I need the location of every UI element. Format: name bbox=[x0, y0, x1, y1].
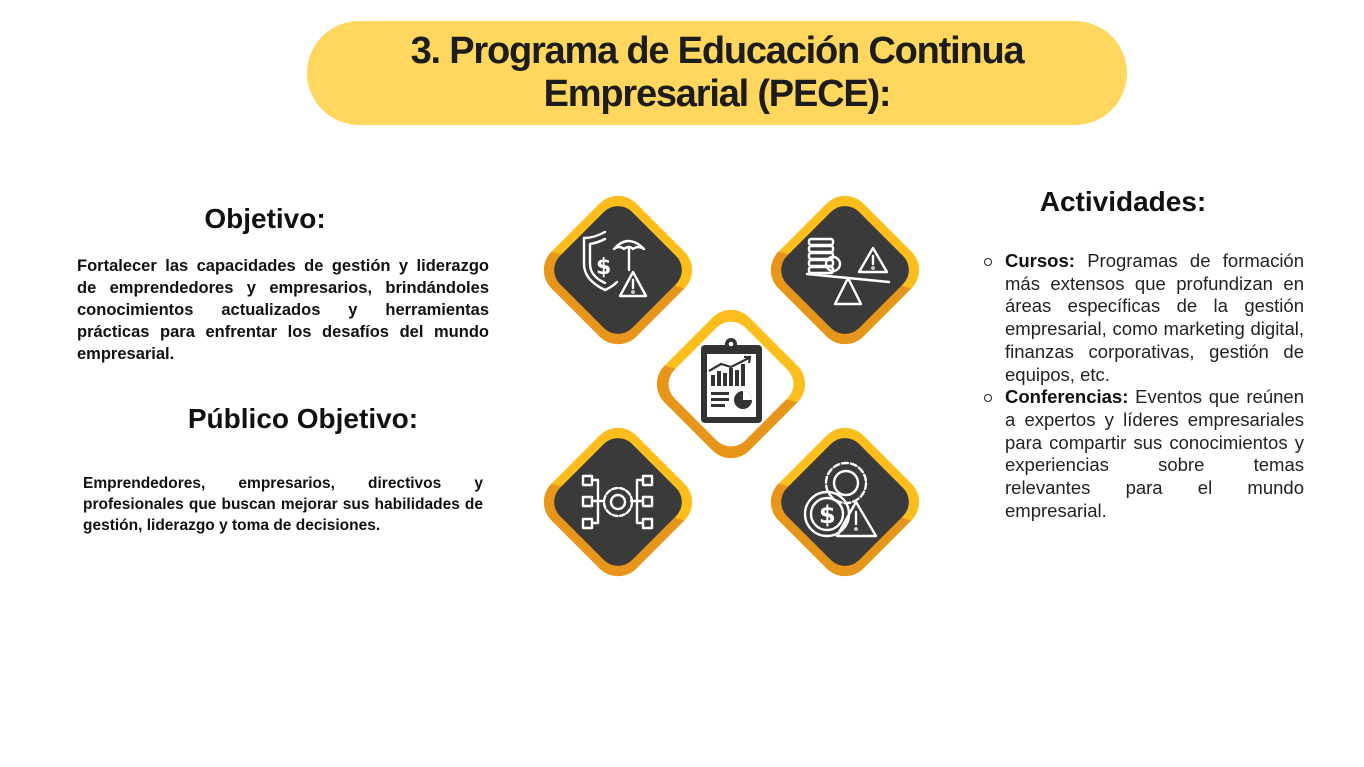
gear-dollar-warning-icon bbox=[759, 416, 931, 588]
title-banner bbox=[307, 21, 1127, 125]
page-title-line1: 3. Programa de Educación Continua bbox=[410, 30, 1024, 72]
bullet-icon bbox=[984, 394, 992, 402]
page-title-line2: Empresarial (PECE): bbox=[543, 73, 891, 115]
objetivo-text: Fortalecer las capacidades de gestión y liderazgo de emprendedores y empresarios, brindándoles conocimientos actualizados y herramientas prácticas para enfrentar los desafíos del mundo empresarial. bbox=[77, 257, 489, 363]
svg-text:$: $ bbox=[819, 501, 836, 529]
activity-term: Conferencias: bbox=[1005, 386, 1129, 408]
svg-text:$: $ bbox=[596, 255, 612, 280]
publico-heading: Público Objetivo: bbox=[187, 403, 419, 434]
publico-text: Emprendedores, empresarios, directivos y profesionales que buscan mejorar sus habilidades de gestión, liderazgo y toma de decisiones. bbox=[83, 475, 483, 534]
actividades-list bbox=[982, 250, 1304, 522]
actividades-heading: Actividades: bbox=[1039, 186, 1207, 217]
list-item bbox=[982, 250, 1304, 386]
tile-bottom-right bbox=[759, 416, 931, 588]
gear-network-icon bbox=[532, 416, 704, 588]
bullet-icon bbox=[984, 258, 992, 266]
tile-bottom-left bbox=[532, 416, 704, 588]
activity-desc: Eventos que reúnen a expertos y líderes empresariales para compartir sus conocimientos y experiencias sobre temas relevantes para el mundo empresarial. bbox=[1005, 386, 1304, 521]
activity-term: Cursos: bbox=[1005, 250, 1075, 271]
list-item bbox=[982, 386, 1304, 522]
objetivo-heading: Objetivo: bbox=[204, 203, 326, 234]
activity-desc: Programas de formación más extensos que profundizan en áreas específicas de la gestión empresarial, como marketing digital, finanzas corporativas, gestión de equipos, etc. bbox=[1005, 250, 1305, 385]
